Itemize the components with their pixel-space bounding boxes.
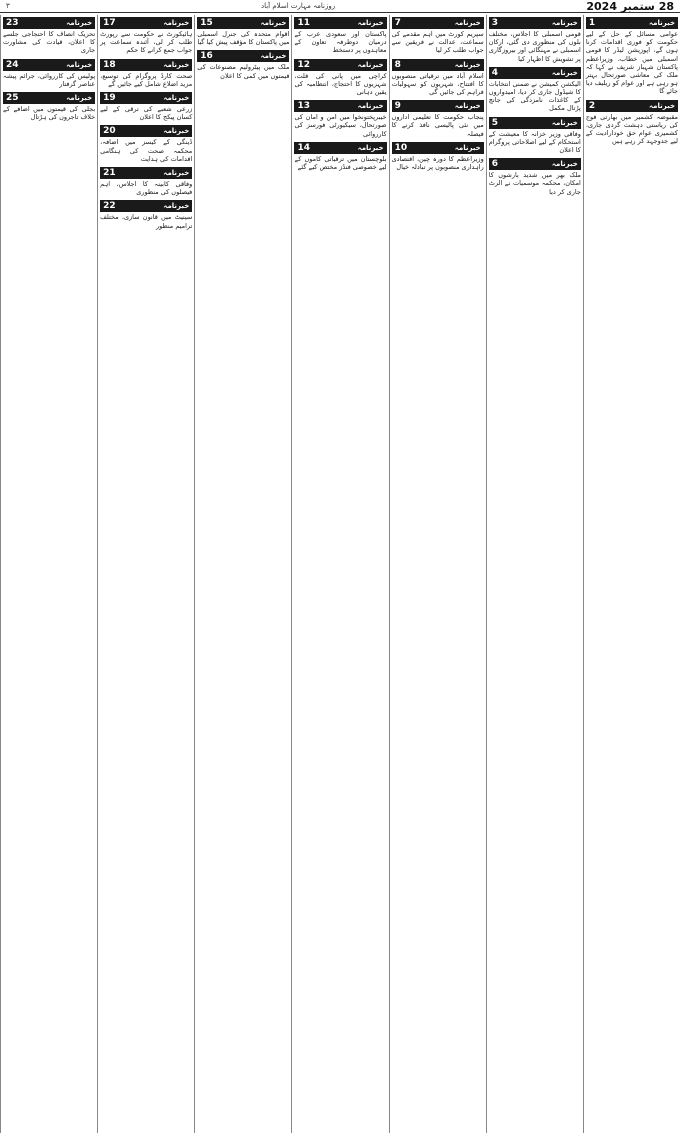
- news-story: [3, 17, 95, 55]
- news-story: [100, 200, 192, 229]
- story-tag-label: خبرنامہ: [163, 202, 190, 211]
- story-number: 3: [491, 18, 498, 28]
- story-tag: [294, 142, 386, 154]
- column-3: [389, 15, 486, 1133]
- news-story: [294, 100, 386, 138]
- story-tag-label: خبرنامہ: [454, 19, 481, 27]
- story-body: وفاقی کابینہ کا اجلاس، اہم فیصلوں کی منظوری: [100, 180, 193, 197]
- story-body: خیبرپختونخوا میں امن و امان کی صورتحال، سیکیورٹی فورسز کی کارروائی: [294, 113, 387, 138]
- column-7: [0, 15, 97, 1133]
- story-tag: [197, 50, 289, 62]
- story-number: 12: [297, 59, 310, 70]
- story-tag: [3, 59, 95, 71]
- story-tag-label: خبرنامہ: [357, 143, 384, 152]
- story-number: 11: [297, 18, 310, 28]
- news-story: [489, 67, 581, 113]
- news-story: [294, 59, 386, 97]
- story-tag-label: خبرنامہ: [163, 169, 190, 178]
- story-tag: [392, 142, 484, 154]
- story-body: سپریم کورٹ میں اہم مقدمے کی سماعت، عدالت نے فریقین سے جواب طلب کر لیا: [391, 30, 484, 55]
- news-story: [586, 17, 678, 96]
- story-body: پولیس کی کارروائی، جرائم پیشہ عناصر گرفتار: [3, 71, 96, 88]
- story-number: 14: [297, 142, 310, 153]
- story-number: 25: [6, 93, 19, 104]
- story-number: 16: [200, 51, 213, 62]
- story-tag-label: خبرنامہ: [454, 102, 481, 111]
- story-tag: [100, 125, 192, 137]
- story-number: 17: [103, 18, 116, 28]
- story-tag-label: خبرنامہ: [649, 19, 675, 27]
- news-story: [3, 59, 95, 88]
- story-body: بجلی کی قیمتوں میں اضافے کے خلاف تاجروں کی ہڑتال: [3, 105, 96, 122]
- story-tag: [586, 100, 678, 112]
- story-tag: [489, 17, 581, 29]
- story-tag: [100, 200, 192, 212]
- story-body: کراچی میں پانی کی قلت، شہریوں کا احتجاج، انتظامیہ کی یقین دہانی: [294, 71, 387, 97]
- story-body: سینیٹ میں قانون سازی، مختلف ترامیم منظور: [100, 213, 193, 230]
- story-tag-label: خبرنامہ: [454, 60, 481, 69]
- story-tag-label: خبرنامہ: [357, 102, 384, 111]
- story-number: 2: [588, 100, 596, 111]
- story-number: 7: [394, 18, 401, 28]
- story-tag: [100, 92, 192, 104]
- story-tag-label: خبرنامہ: [66, 19, 93, 27]
- story-body: تحریک انصاف کا احتجاجی جلسے کا اعلان، قیادت کی مشاورت جاری: [3, 30, 96, 55]
- story-tag-label: خبرنامہ: [551, 118, 578, 127]
- story-tag: [392, 59, 484, 71]
- story-tag-label: خبرنامہ: [357, 19, 384, 27]
- story-body: بلوچستان میں ترقیاتی کاموں کے لیے خصوصی فنڈز مختص کیے گئے: [294, 154, 387, 172]
- story-tag: [100, 59, 192, 71]
- story-tag: [392, 17, 484, 29]
- story-body: پاکستان اور سعودی عرب کے درمیان دوطرفہ تعاون کے معاہدوں پر دستخط: [294, 30, 387, 55]
- story-number: 21: [103, 168, 116, 179]
- story-tag: [197, 17, 289, 29]
- story-number: 15: [200, 18, 213, 28]
- news-story: [100, 17, 192, 55]
- masthead: [0, 0, 680, 13]
- story-tag: [586, 17, 678, 29]
- story-tag: [489, 158, 581, 170]
- news-story: [100, 167, 192, 196]
- news-story: [586, 100, 678, 146]
- story-number: 8: [394, 59, 401, 70]
- column-4: [291, 15, 388, 1133]
- news-story: [100, 92, 192, 121]
- news-story: [392, 59, 484, 97]
- story-number: 1: [588, 18, 596, 28]
- news-story: [294, 17, 386, 55]
- story-body: اقوام متحدہ کی جنرل اسمبلی میں پاکستان کا مؤقف پیش کیا گیا: [197, 30, 290, 47]
- story-tag-label: خبرنامہ: [260, 19, 287, 27]
- story-tag-label: خبرنامہ: [551, 68, 578, 77]
- news-story: [197, 17, 289, 46]
- news-story: [100, 59, 192, 88]
- story-body: قومی اسمبلی کا اجلاس، مختلف بلوں کی منظوری دی گئی، ارکان اسمبلی نے مہنگائی اور بیروزگاری پر تشویش کا اظہار کیا: [488, 30, 581, 63]
- story-tag: [294, 59, 386, 71]
- story-tag-label: خبرنامہ: [260, 52, 287, 61]
- news-story: [197, 50, 289, 79]
- news-story: [3, 92, 95, 121]
- story-tag: [294, 17, 386, 29]
- story-tag: [392, 100, 484, 112]
- story-number: 13: [297, 101, 310, 112]
- news-story: [392, 142, 484, 171]
- story-body: ڈینگی کے کیسز میں اضافہ، محکمہ صحت کی ہنگامی اقدامات کی ہدایت: [100, 138, 193, 163]
- news-story: [100, 125, 192, 163]
- story-body: پنجاب حکومت کا تعلیمی اداروں میں نئی پالیسی نافذ کرنے کا فیصلہ: [391, 113, 484, 138]
- story-body: عوامی مسائل کے حل کے لیے حکومت کو فوری اقدامات کرنا ہوں گے، اپوزیشن لیڈر کا قومی اسمبلی میں خطاب، وزیراعظم پاکستان شہباز شریف نے کہا کہ ملک کی معاشی صورتحال بہتر ہو رہی ہے اور عوام کو ریلیف دیا جائے گا: [585, 30, 678, 96]
- story-tag-label: خبرنامہ: [357, 60, 384, 69]
- story-tag: [100, 17, 192, 29]
- story-number: 10: [394, 142, 408, 153]
- news-story: [294, 142, 386, 171]
- column-1: [583, 15, 680, 1133]
- story-tag-label: خبرنامہ: [163, 94, 190, 103]
- news-story: [392, 17, 484, 55]
- story-tag-label: خبرنامہ: [66, 94, 93, 103]
- page-marker: ۳: [6, 2, 10, 10]
- column-2: [486, 15, 583, 1133]
- story-tag-label: خبرنامہ: [163, 19, 190, 27]
- column-5: [194, 15, 291, 1133]
- story-tag: [294, 100, 386, 112]
- story-number: 6: [491, 159, 498, 170]
- story-number: 4: [491, 67, 498, 78]
- story-body: ملک میں پیٹرولیم مصنوعات کی قیمتوں میں کمی کا اعلان: [197, 63, 290, 80]
- story-tag-label: خبرنامہ: [551, 19, 578, 27]
- story-body: وفاقی وزیر خزانہ کا معیشت کے استحکام کے لیے اصلاحاتی پروگرام کا اعلان: [488, 129, 581, 155]
- story-tag-label: خبرنامہ: [551, 160, 578, 169]
- story-body: زرعی شعبے کی ترقی کے لیے کسان پیکج کا اعلان: [100, 105, 193, 122]
- story-number: 22: [103, 201, 116, 212]
- story-body: ملک بھر میں شدید بارشوں کا امکان، محکمہ موسمیات نے الرٹ جاری کر دیا: [488, 171, 581, 196]
- story-tag: [3, 92, 95, 104]
- story-body: مقبوضہ کشمیر میں بھارتی فوج کی ریاستی دہشت گردی جاری، کشمیری عوام حق خودارادیت کے لیے جدوجہد کر رہے ہیں: [585, 112, 678, 146]
- story-body: وزیراعظم کا دورہ چین، اقتصادی راہداری منصوبوں پر تبادلہ خیال: [391, 154, 484, 172]
- story-tag: [100, 167, 192, 179]
- story-body: ہائیکورٹ نے حکومت سے رپورٹ طلب کر لی، آئندہ سماعت پر جواب جمع کرانے کا حکم: [100, 30, 193, 55]
- story-tag-label: خبرنامہ: [163, 127, 190, 136]
- column-6: [97, 15, 194, 1133]
- story-tag-label: خبرنامہ: [454, 143, 481, 152]
- story-body: الیکشن کمیشن نے ضمنی انتخابات کا شیڈول جاری کر دیا، امیدواروں کے کاغذات نامزدگی کی جانچ پڑتال مکمل: [488, 79, 581, 113]
- news-story: [489, 117, 581, 155]
- story-tag-label: خبرنامہ: [163, 60, 190, 69]
- story-number: 24: [6, 59, 19, 70]
- story-tag-label: خبرنامہ: [649, 101, 675, 110]
- story-body: اسلام آباد میں ترقیاتی منصوبوں کا افتتاح، شہریوں کو سہولیات فراہم کی جائیں گی: [391, 71, 484, 97]
- story-tag: [489, 67, 581, 79]
- story-tag: [3, 17, 95, 29]
- story-number: 5: [491, 117, 498, 128]
- paper-name: روزنامہ مہارت اسلام آباد: [260, 2, 336, 10]
- story-body: صحت کارڈ پروگرام کی توسیع، مزید اضلاع شامل کیے جائیں گے: [100, 71, 193, 88]
- story-number: 9: [394, 101, 401, 112]
- story-number: 20: [103, 126, 116, 137]
- story-number: 23: [6, 18, 19, 28]
- news-story: [489, 17, 581, 63]
- issue-date: 28 ستمبر 2024: [586, 0, 674, 13]
- story-number: 19: [103, 93, 116, 104]
- story-tag-label: خبرنامہ: [66, 60, 93, 69]
- story-tag: [489, 117, 581, 129]
- story-number: 18: [103, 59, 116, 70]
- news-story: [489, 158, 581, 196]
- news-story: [392, 100, 484, 138]
